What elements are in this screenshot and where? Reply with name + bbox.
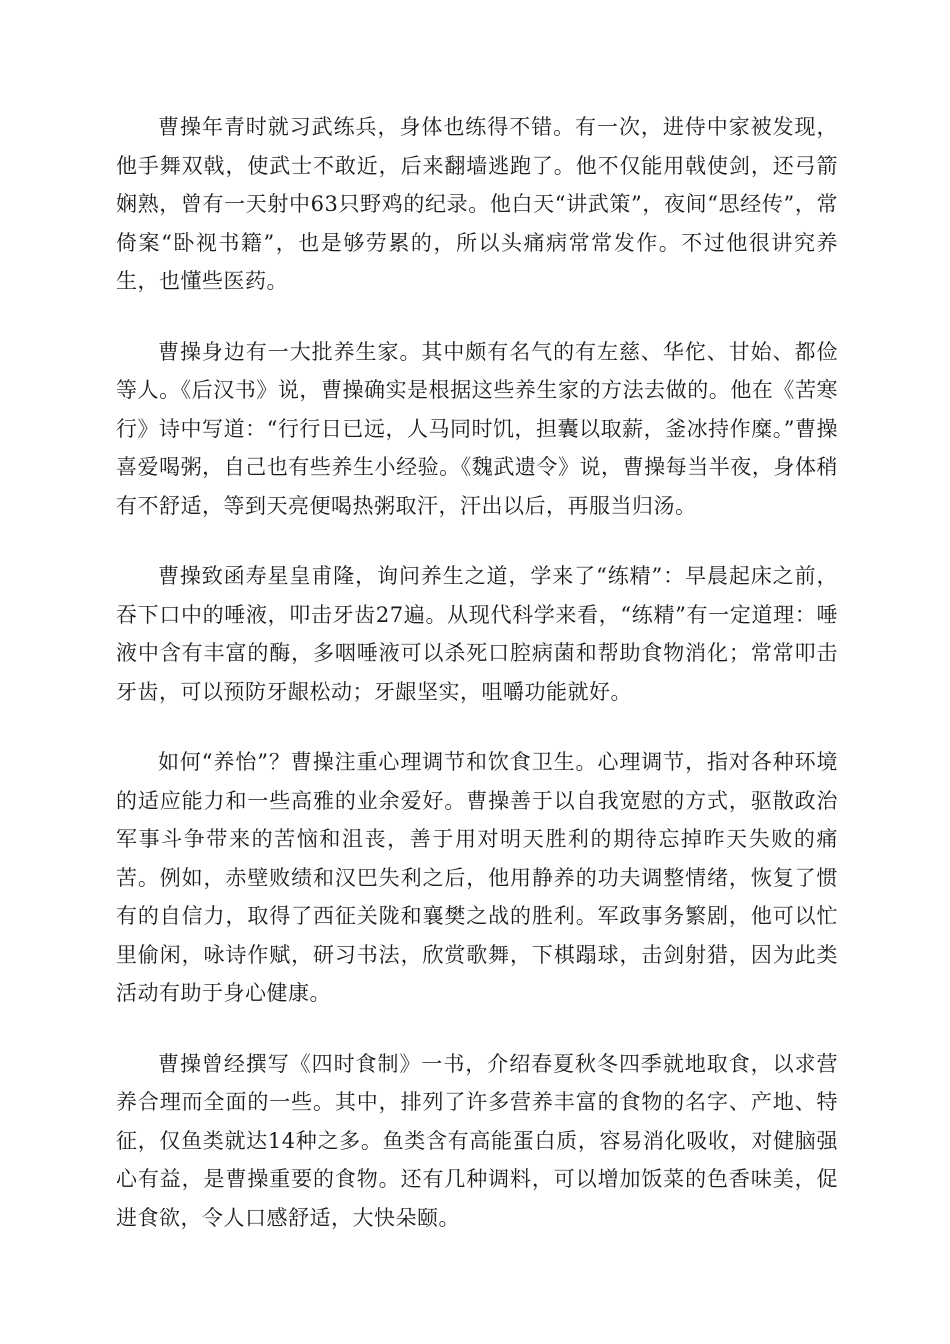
- paragraph-1: 曹操年青时就习武练兵，身体也练得不错。有一次，进侍中家被发现，他手舞双戟，使武士不敢近，后来翻墙逃跑了。他不仅能用戟使剑，还弓箭娴熟，曾有一天射中63只野鸡的纪录。他白天“讲武策”，夜间“思经传”，常倚案“卧视书籍”，也是够劳累的，所以头痛病常常发作。不过他很讲究养生，也懂些医药。: [116, 115, 838, 293]
- paragraph-2: 曹操身边有一大批养生家。其中颇有名气的有左慈、华佗、甘始、都俭等人。《后汉书》说，曹操确实是根据这些养生家的方法去做的。他在《苦寒行》诗中写道：“行行日已远，人马同时饥，担囊以取薪，釜冰持作糜。”曹操喜爱喝粥，自己也有些养生小经验。《魏武遗令》说，曹操每当半夜，身体稍有不舒适，等到天亮便喝热粥取汗，汗出以后，再服当归汤。: [116, 339, 838, 518]
- paragraph-3: 曹操致函寿星皇甫隆，询问养生之道，学来了“练精”：早晨起床之前，吞下口中的唾液，叩击牙齿27遍。从现代科学来看，“练精”有一定道理：唾液中含有丰富的酶，多咽唾液可以杀死口腔病菌和帮助食物消化；常常叩击牙齿，可以预防牙龈松动；牙龈坚实，咀嚼功能就好。: [116, 564, 838, 704]
- paragraph-4: 如何“养怡”？曹操注重心理调节和饮食卫生。心理调节，指对各种环境的适应能力和一些高雅的业余爱好。曹操善于以自我宽慰的方式，驱散政治军事斗争带来的苦恼和沮丧，善于用对明天胜利的期待忘掉昨天失败的痛苦。例如，赤壁败绩和汉巴失利之后，他用静养的功夫调整情绪，恢复了惯有的自信力，取得了西征关陇和襄樊之战的胜利。军政事务繁剧，他可以忙里偷闲，咏诗作赋，研习书法，欣赏歌舞，下棋蹋球，击剑射猎，因为此类活动有助于身心健康。: [116, 750, 838, 1005]
- paragraph-5: 曹操曾经撰写《四时食制》一书，介绍春夏秋冬四季就地取食，以求营养合理而全面的一些。其中，排列了许多营养丰富的食物的名字、产地、特征，仅鱼类就达14种之多。鱼类含有高能蛋白质，容易消化吸收，对健脑强心有益，是曹操重要的食物。还有几种调料，可以增加饭菜的色香味美，促进食欲，令人口感舒适，大快朵颐。: [116, 1051, 838, 1230]
- document-body: [116, 108, 838, 1269]
